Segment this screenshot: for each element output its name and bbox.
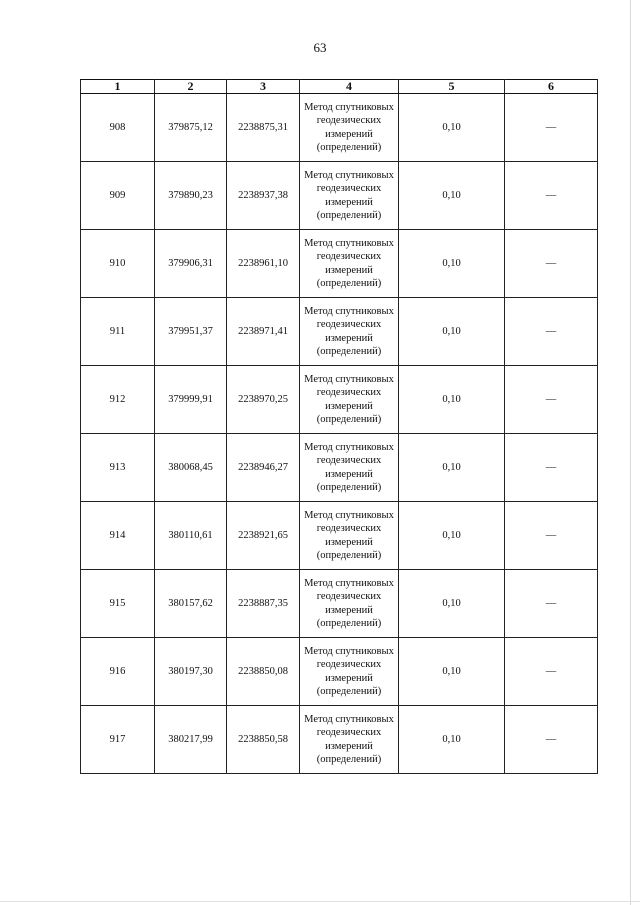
table-row <box>81 230 598 298</box>
accuracy-cell: 0,10 <box>399 638 505 706</box>
accuracy-cell: 0,10 <box>399 570 505 638</box>
point-number-cell: 915 <box>81 570 155 638</box>
column-header: 4 <box>300 80 399 94</box>
accuracy-cell: 0,10 <box>399 298 505 366</box>
scan-bottom-line <box>0 901 640 902</box>
scan-edge-line <box>630 0 631 905</box>
point-number-cell: 912 <box>81 366 155 434</box>
y-coordinate-cell: 2238850,08 <box>227 638 300 706</box>
x-coordinate-cell: 379890,23 <box>155 162 227 230</box>
x-coordinate-cell: 379951,37 <box>155 298 227 366</box>
y-coordinate-cell: 2238970,25 <box>227 366 300 434</box>
note-cell: — <box>505 94 598 162</box>
note-cell: — <box>505 502 598 570</box>
point-number-cell: 908 <box>81 94 155 162</box>
y-coordinate-cell: 2238887,35 <box>227 570 300 638</box>
column-header: 3 <box>227 80 300 94</box>
y-coordinate-cell: 2238937,38 <box>227 162 300 230</box>
x-coordinate-cell: 379999,91 <box>155 366 227 434</box>
point-number-cell: 909 <box>81 162 155 230</box>
column-header: 1 <box>81 80 155 94</box>
method-cell: Метод спутниковых геодезических измерений (определений) <box>300 502 399 570</box>
point-number-cell: 910 <box>81 230 155 298</box>
x-coordinate-cell: 380110,61 <box>155 502 227 570</box>
accuracy-cell: 0,10 <box>399 162 505 230</box>
x-coordinate-cell: 379875,12 <box>155 94 227 162</box>
column-header: 6 <box>505 80 598 94</box>
point-number-cell: 914 <box>81 502 155 570</box>
table-row <box>81 706 598 774</box>
x-coordinate-cell: 380197,30 <box>155 638 227 706</box>
table-row <box>81 94 598 162</box>
coordinates-table <box>80 79 598 774</box>
y-coordinate-cell: 2238850,58 <box>227 706 300 774</box>
note-cell: — <box>505 638 598 706</box>
method-cell: Метод спутниковых геодезических измерений (определений) <box>300 366 399 434</box>
y-coordinate-cell: 2238946,27 <box>227 434 300 502</box>
column-header: 2 <box>155 80 227 94</box>
method-cell: Метод спутниковых геодезических измерений (определений) <box>300 434 399 502</box>
x-coordinate-cell: 380068,45 <box>155 434 227 502</box>
method-cell: Метод спутниковых геодезических измерений (определений) <box>300 298 399 366</box>
y-coordinate-cell: 2238921,65 <box>227 502 300 570</box>
page-number: 63 <box>313 40 327 55</box>
note-cell: — <box>505 230 598 298</box>
table-header-row <box>81 80 598 94</box>
note-cell: — <box>505 570 598 638</box>
x-coordinate-cell: 380217,99 <box>155 706 227 774</box>
table-row <box>81 298 598 366</box>
point-number-cell: 917 <box>81 706 155 774</box>
table-body <box>81 94 598 774</box>
table-row <box>81 570 598 638</box>
method-cell: Метод спутниковых геодезических измерений (определений) <box>300 94 399 162</box>
method-cell: Метод спутниковых геодезических измерений (определений) <box>300 706 399 774</box>
note-cell: — <box>505 298 598 366</box>
accuracy-cell: 0,10 <box>399 94 505 162</box>
x-coordinate-cell: 379906,31 <box>155 230 227 298</box>
y-coordinate-cell: 2238971,41 <box>227 298 300 366</box>
accuracy-cell: 0,10 <box>399 230 505 298</box>
table-row <box>81 502 598 570</box>
table-row <box>81 162 598 230</box>
point-number-cell: 916 <box>81 638 155 706</box>
note-cell: — <box>505 706 598 774</box>
accuracy-cell: 0,10 <box>399 502 505 570</box>
note-cell: — <box>505 434 598 502</box>
method-cell: Метод спутниковых геодезических измерений (определений) <box>300 570 399 638</box>
y-coordinate-cell: 2238875,31 <box>227 94 300 162</box>
method-cell: Метод спутниковых геодезических измерений (определений) <box>300 230 399 298</box>
table-row <box>81 366 598 434</box>
accuracy-cell: 0,10 <box>399 366 505 434</box>
column-header: 5 <box>399 80 505 94</box>
table-row <box>81 434 598 502</box>
x-coordinate-cell: 380157,62 <box>155 570 227 638</box>
accuracy-cell: 0,10 <box>399 434 505 502</box>
method-cell: Метод спутниковых геодезических измерений (определений) <box>300 638 399 706</box>
accuracy-cell: 0,10 <box>399 706 505 774</box>
y-coordinate-cell: 2238961,10 <box>227 230 300 298</box>
method-cell: Метод спутниковых геодезических измерений (определений) <box>300 162 399 230</box>
point-number-cell: 911 <box>81 298 155 366</box>
point-number-cell: 913 <box>81 434 155 502</box>
note-cell: — <box>505 162 598 230</box>
note-cell: — <box>505 366 598 434</box>
table-row <box>81 638 598 706</box>
